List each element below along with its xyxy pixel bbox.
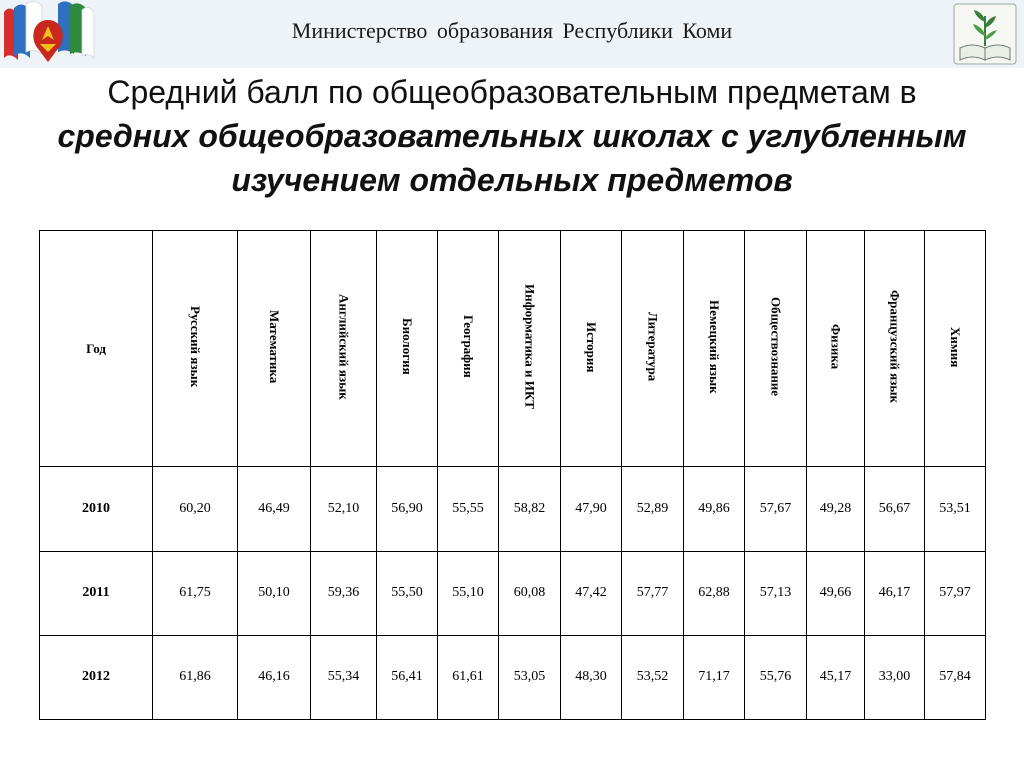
value-cell: 49,86 [684, 467, 745, 551]
value-cell: 60,20 [153, 467, 238, 551]
table-row [40, 635, 986, 719]
subject-header: Физика [807, 231, 865, 467]
value-cell: 57,77 [622, 551, 684, 635]
value-cell: 49,28 [807, 467, 865, 551]
year-cell: 2012 [40, 635, 153, 719]
value-cell: 47,42 [561, 551, 622, 635]
value-cell: 52,89 [622, 467, 684, 551]
value-cell: 62,88 [684, 551, 745, 635]
value-cell: 58,82 [499, 467, 561, 551]
subject-header: Химия [925, 231, 986, 467]
value-cell: 59,36 [311, 551, 377, 635]
table-row [40, 551, 986, 635]
subject-header: Немецкий язык [684, 231, 745, 467]
value-cell: 56,90 [377, 467, 438, 551]
value-cell: 55,10 [438, 551, 499, 635]
value-cell: 57,13 [745, 551, 807, 635]
value-cell: 33,00 [865, 635, 925, 719]
value-cell: 53,52 [622, 635, 684, 719]
subject-header: Литература [622, 231, 684, 467]
value-cell: 47,90 [561, 467, 622, 551]
value-cell: 56,67 [865, 467, 925, 551]
value-cell: 57,67 [745, 467, 807, 551]
subject-header: Математика [238, 231, 311, 467]
ministry-name: Министерство образования Республики Коми [291, 18, 733, 43]
value-cell: 57,84 [925, 635, 986, 719]
subject-header: История [561, 231, 622, 467]
title-line-3: изучением отдельных предметов [231, 162, 793, 198]
value-cell: 53,51 [925, 467, 986, 551]
subject-header: Обществознание [745, 231, 807, 467]
value-cell: 55,55 [438, 467, 499, 551]
value-cell: 46,17 [865, 551, 925, 635]
value-cell: 50,10 [238, 551, 311, 635]
value-cell: 71,17 [684, 635, 745, 719]
value-cell: 61,75 [153, 551, 238, 635]
value-cell: 45,17 [807, 635, 865, 719]
year-column-header: Год [40, 231, 153, 467]
value-cell: 49,66 [807, 551, 865, 635]
title-line-1: Средний балл по общеобразовательным предметам в [107, 74, 917, 110]
subject-header: Биология [377, 231, 438, 467]
value-cell: 61,86 [153, 635, 238, 719]
subject-header: Английский язык [311, 231, 377, 467]
value-cell: 55,34 [311, 635, 377, 719]
value-cell: 57,97 [925, 551, 986, 635]
subject-header: Французский язык [865, 231, 925, 467]
value-cell: 53,05 [499, 635, 561, 719]
value-cell: 55,50 [377, 551, 438, 635]
value-cell: 56,41 [377, 635, 438, 719]
table-row [40, 467, 986, 551]
value-cell: 61,61 [438, 635, 499, 719]
value-cell: 52,10 [311, 467, 377, 551]
value-cell: 46,49 [238, 467, 311, 551]
year-cell: 2011 [40, 551, 153, 635]
open-book-emblem-icon [952, 2, 1018, 66]
subject-header: Информатика и ИКТ [499, 231, 561, 467]
value-cell: 60,08 [499, 551, 561, 635]
title-line-2: средних общеобразовательных школах с углубленным [57, 118, 967, 154]
year-cell: 2010 [40, 467, 153, 551]
subject-header: Русский язык [153, 231, 238, 467]
average-score-table [39, 230, 986, 720]
value-cell: 55,76 [745, 635, 807, 719]
page-title [0, 70, 1024, 202]
value-cell: 48,30 [561, 635, 622, 719]
table-header-row [40, 231, 986, 467]
value-cell: 46,16 [238, 635, 311, 719]
subject-header: География [438, 231, 499, 467]
